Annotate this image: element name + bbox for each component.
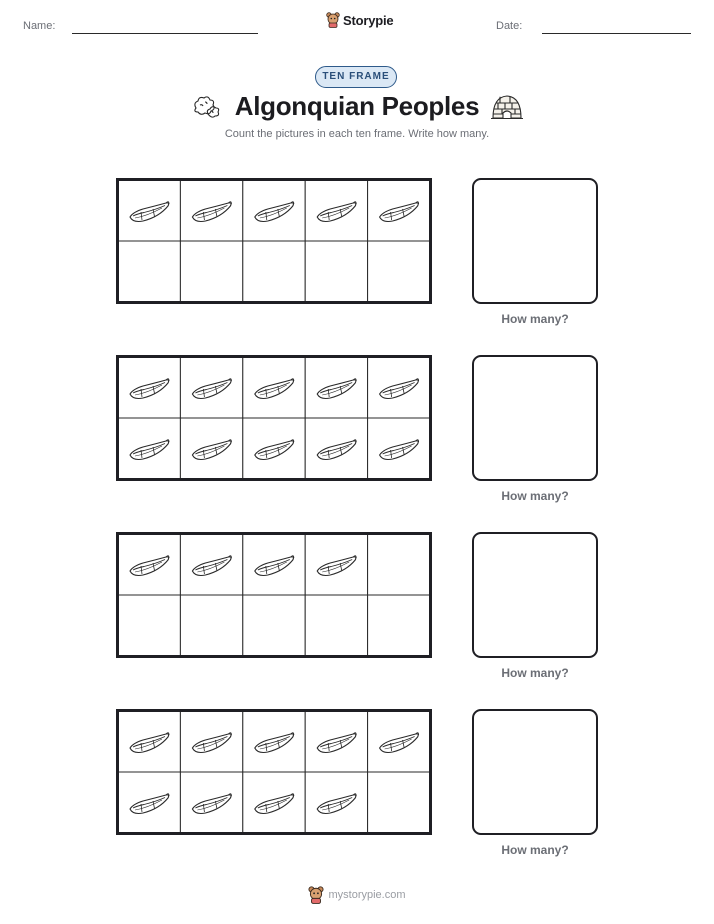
frame-cell — [243, 595, 305, 656]
wigwam-icon — [490, 93, 524, 121]
date-line[interactable] — [542, 33, 691, 34]
ten-frame-2 — [116, 355, 432, 481]
page-title: Algonquian Peoples — [234, 91, 480, 121]
ten-frame-badge: TEN FRAME — [315, 66, 397, 88]
ten-frame-grid — [116, 709, 432, 835]
answer-box-4[interactable] — [472, 709, 598, 835]
frame-cell — [118, 595, 180, 656]
bear-mascot-icon — [308, 886, 324, 904]
instructions: Count the pictures in each ten frame. Write how many. — [224, 128, 490, 140]
frame-cell — [368, 772, 430, 833]
how-many-label-1: How many? — [501, 312, 569, 326]
frame-cell — [118, 241, 180, 302]
frame-cell — [368, 241, 430, 302]
frame-cell — [180, 595, 242, 656]
ten-frame-1 — [116, 178, 432, 304]
answer-box-1[interactable] — [472, 178, 598, 304]
footer-url: mystorypie.com — [328, 889, 406, 901]
bear-mascot-icon — [326, 12, 340, 28]
frame-cell — [243, 241, 305, 302]
frame-cell — [305, 241, 367, 302]
ten-frame-grid — [116, 355, 432, 481]
answer-box-3[interactable] — [472, 532, 598, 658]
brand-logo — [326, 12, 393, 28]
how-many-label-2: How many? — [501, 489, 569, 503]
frame-cell — [305, 595, 367, 656]
how-many-label-4: How many? — [501, 843, 569, 857]
frame-cell — [368, 595, 430, 656]
frame-cell — [368, 534, 430, 595]
name-label: Name: — [23, 20, 56, 32]
brand-name: Storypie — [343, 12, 394, 28]
date-label: Date: — [496, 20, 523, 32]
frame-cell — [180, 241, 242, 302]
ten-frame-grid — [116, 178, 432, 304]
how-many-label-3: How many? — [501, 666, 569, 680]
ten-frame-4 — [116, 709, 432, 835]
footer — [0, 886, 714, 904]
ten-frame-grid — [116, 532, 432, 658]
answer-box-2[interactable] — [472, 355, 598, 481]
name-line[interactable] — [72, 33, 258, 34]
ten-frame-3 — [116, 532, 432, 658]
